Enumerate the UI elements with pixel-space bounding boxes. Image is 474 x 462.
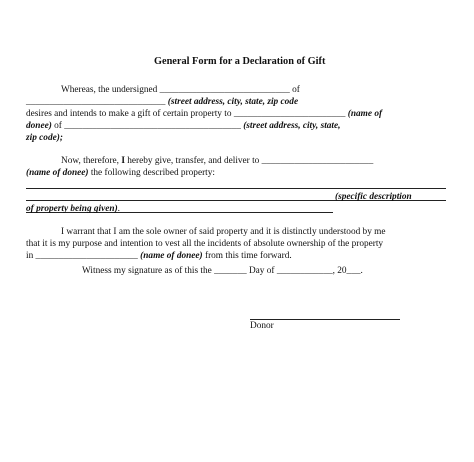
p1-line1-text: Whereas, the undersigned ____________________________ of [61,85,300,95]
document-title: General Form for a Declaration of Gift [154,56,326,67]
p1-line4 [26,120,340,132]
p3-name-of-donee-hint: (name of donee) [140,251,203,261]
donee-hint-end: donee) [26,121,52,131]
p1-line3 [26,108,382,120]
specific-description-hint: (specific description [335,192,412,202]
name-of-donee-hint: (name of [347,109,383,119]
p1-line1 [61,84,300,96]
p1-line2 [26,96,298,108]
p2-line5 [335,191,412,203]
p3-line2: that it is my purpose and intention to vest all the incidents of absolute ownership of the property [26,239,384,249]
property-description-line-1 [26,188,446,189]
p2-now-therefore: Now, therefore, [61,156,119,166]
p3-in-blank: in ______________________ [26,251,138,261]
p2-described-property: the following described property: [90,168,215,178]
p2-line1 [61,155,373,167]
donee-address-hint: (street address, city, state, [243,121,341,131]
p3-from-this-time: from this time forward. [204,251,292,261]
zip-code-hint: zip code); [26,133,63,143]
p2-period: . [117,204,120,214]
donor-label: Donor [250,321,274,331]
p2-line6 [26,203,120,215]
p1-line5 [26,132,63,144]
property-being-given-hint: of property being given) [26,204,118,214]
p2-name-of-donee-hint: (name of donee) [26,168,89,178]
p2-give-transfer: hereby give, transfer, and deliver to ________________________ [127,156,374,166]
p2-i: I [121,156,125,166]
witness-line: Witness my signature as of this the _______ Day of ____________, 20___. [82,266,363,276]
p3-line3 [26,250,292,262]
p1-line3-text: desires and intends to make a gift of certain property to ________________________ [26,109,346,119]
donor-address-blank: ______________________________ [26,97,166,107]
street-address-hint: (street address, city, state, zip code [167,97,299,107]
p2-line2 [26,167,215,179]
donee-address-blank: of ______________________________________ [54,121,241,131]
p3-line1: I warrant that I am the sole owner of said property and it is distinctly understood by me [61,227,386,237]
